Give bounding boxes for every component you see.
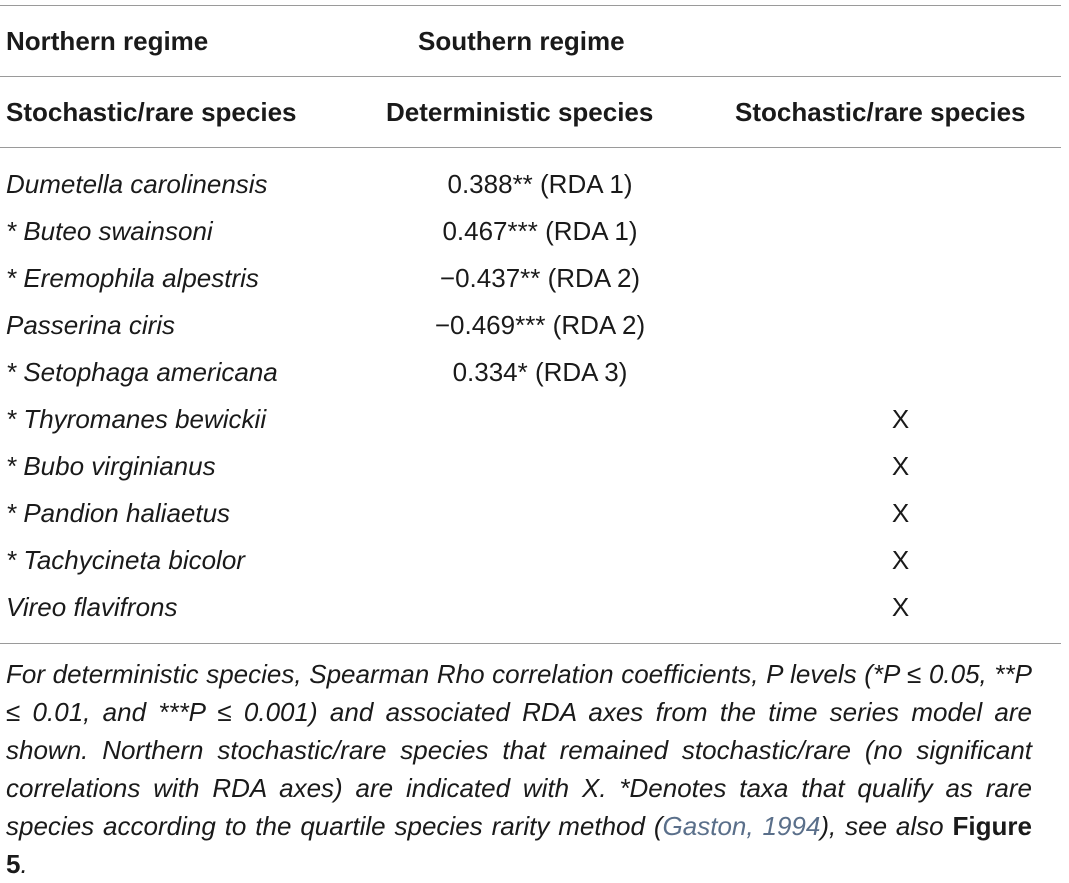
table-row [0,161,1061,208]
header-bottom-rule [0,147,1061,148]
footnote-after-citation: ), see also [820,811,953,841]
stochastic-mark: X [891,498,910,528]
species-name: Vireo flavifrons [6,592,178,622]
header-stochastic-rare-south: Stochastic/rare species [735,97,1026,127]
species-name: Dumetella carolinensis [6,169,268,199]
species-name: * Setophaga americana [6,357,278,387]
table-top-rule [0,5,1061,6]
table-row [0,255,1061,302]
table-row [0,208,1061,255]
table-row [0,443,1061,490]
table-row [0,396,1061,443]
table-row [0,302,1061,349]
citation-link[interactable]: Gaston, 1994 [662,811,821,841]
deterministic-value: −0.437** (RDA 2) [439,263,641,293]
table-footnote [6,655,1032,883]
table-row [0,490,1061,537]
deterministic-value: −0.469*** (RDA 2) [434,310,646,340]
table-row [0,349,1061,396]
species-name: * Bubo virginianus [6,451,216,481]
species-name: * Pandion haliaetus [6,498,231,528]
footnote-text: For deterministic species, Spearman Rho correlation coefficients, P levels (*P ≤ 0.05, **P ≤ 0.01, and ***P ≤ 0.001) and associated RDA axes from the time series model are shown. Northern stochastic/rare species that remained stochastic/rare (no significant correlations with RDA axes) are indicated with X. *Denotes taxa that qualify as rare species according to the quartile species rarity method ( [6,659,1032,841]
stochastic-mark: X [891,592,910,622]
species-name: * Buteo swainsoni [6,216,213,246]
deterministic-value: 0.388** (RDA 1) [447,169,633,199]
header-deterministic: Deterministic species [386,97,654,127]
stochastic-mark: X [891,545,910,575]
header-divider [0,76,1061,77]
stochastic-mark: X [891,404,910,434]
table-row [0,537,1061,584]
table-bottom-rule [0,643,1061,644]
stochastic-mark: X [891,451,910,481]
deterministic-value: 0.334* (RDA 3) [452,357,628,387]
deterministic-value: 0.467*** (RDA 1) [442,216,638,246]
species-name: * Thyromanes bewickii [6,404,267,434]
species-name: * Tachycineta bicolor [6,545,245,575]
species-name: * Eremophila alpestris [6,263,259,293]
figure-reference-link[interactable]: Figure 5 [6,811,1032,879]
footnote-end: . [20,849,28,879]
header-southern-regime: Southern regime [418,26,625,56]
header-northern-regime: Northern regime [6,26,209,56]
header-stochastic-rare-north: Stochastic/rare species [6,97,297,127]
table-row [0,584,1061,631]
species-name: Passerina ciris [6,310,176,340]
